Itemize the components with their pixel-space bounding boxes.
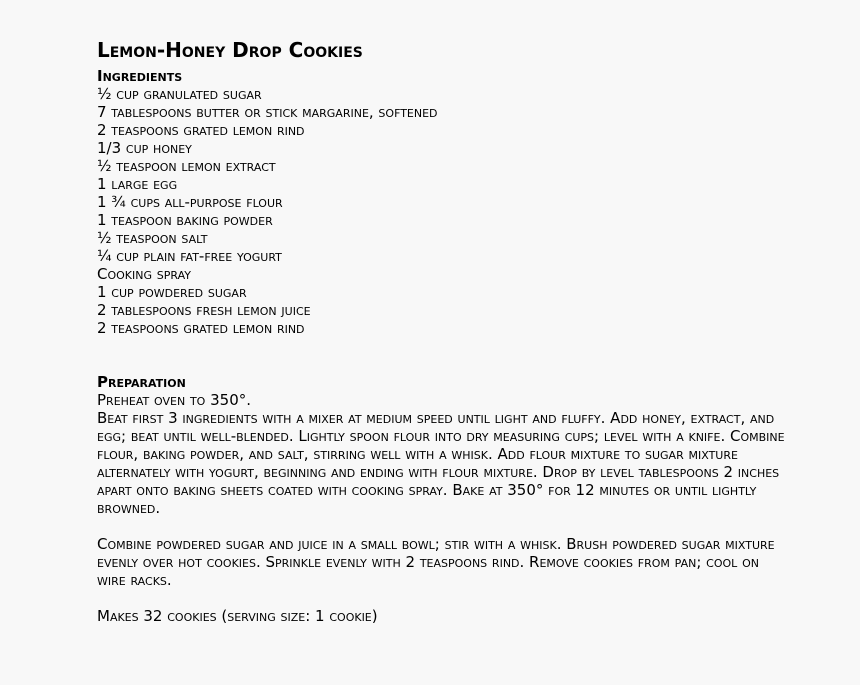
preparation-step-1: Beat first 3 ingredients with a mixer at medium speed until light and fluffy. Add honey, extract, and egg; beat until well-blended. Lightly spoon flour into dry measuring cups; level with a knife. Combine flour, baking powder, and salt, stirring well with a whisk. Add flour mixture to sugar mixture alternately with yogurt, beginning and ending with flour mixture. Drop by level tablespoons 2 inches apart onto baking sheets coated with cooking spray. Bake at 350° for 12 minutes or until lightly browned. bbox=[97, 409, 785, 517]
ingredients-list bbox=[97, 85, 817, 337]
ingredient-item: 1 teaspoon baking powder bbox=[97, 211, 273, 229]
ingredient-item: 1 ¾ cups all-purpose flour bbox=[97, 193, 283, 211]
preparation-section bbox=[97, 373, 817, 625]
ingredients-heading: Ingredients bbox=[97, 67, 183, 85]
ingredient-item: Cooking spray bbox=[97, 265, 191, 283]
recipe-content bbox=[97, 37, 817, 625]
recipe-title: Lemon-Honey Drop Cookies bbox=[97, 38, 363, 62]
ingredient-item: ½ teaspoon lemon extract bbox=[97, 157, 276, 175]
recipe-yield: Makes 32 cookies (serving size: 1 cookie) bbox=[97, 607, 378, 625]
preheat-instruction: Preheat oven to 350°. bbox=[97, 391, 251, 409]
ingredient-item: 1 large egg bbox=[97, 175, 178, 193]
ingredient-item: ½ cup granulated sugar bbox=[97, 85, 262, 103]
ingredient-item: 1/3 cup honey bbox=[97, 139, 192, 157]
ingredients-section bbox=[97, 67, 817, 337]
ingredient-item: ¼ cup plain fat-free yogurt bbox=[97, 247, 282, 265]
ingredient-item: 2 teaspoons grated lemon rind bbox=[97, 319, 305, 337]
ingredient-item: 7 tablespoons butter or stick margarine, softened bbox=[97, 103, 438, 121]
ingredient-item: 2 teaspoons grated lemon rind bbox=[97, 121, 305, 139]
preparation-step-2: Combine powdered sugar and juice in a small bowl; stir with a whisk. Brush powdered sugar mixture evenly over hot cookies. Sprinkle evenly with 2 teaspoons rind. Remove cookies from pan; cool on wire racks. bbox=[97, 535, 775, 589]
preparation-heading: Preparation bbox=[97, 373, 186, 391]
ingredient-item: ½ teaspoon salt bbox=[97, 229, 208, 247]
ingredient-item: 1 cup powdered sugar bbox=[97, 283, 247, 301]
ingredient-item: 2 tablespoons fresh lemon juice bbox=[97, 301, 311, 319]
